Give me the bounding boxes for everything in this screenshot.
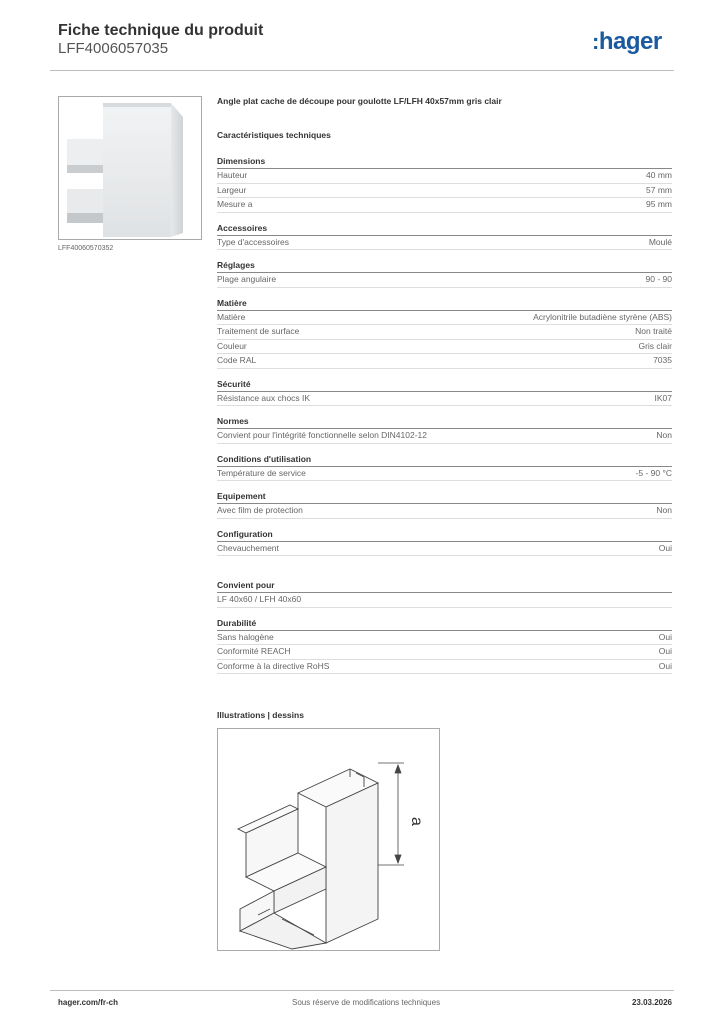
spec-label: Convient pour l'intégrité fonctionnelle selon DIN4102-12	[217, 430, 428, 440]
dimension-label: a	[408, 817, 425, 826]
spec-group-equipement	[217, 491, 672, 519]
spec-label: Plage angulaire	[217, 274, 277, 284]
spec-group-durabilite	[217, 618, 672, 675]
spec-group-matiere	[217, 298, 672, 369]
spec-value: 7035	[653, 355, 672, 365]
spec-value: Gris clair	[638, 340, 672, 351]
spec-value: IK07	[654, 392, 672, 403]
group-title: Sécurité	[217, 379, 672, 392]
spec-label: Code RAL	[217, 355, 257, 365]
group-title: Accessoires	[217, 223, 672, 236]
spec-group-accessoires	[217, 223, 672, 251]
illustrations-title: Illustrations | dessins	[217, 710, 304, 720]
hager-logo: :hager	[592, 28, 662, 55]
spacer	[217, 566, 672, 580]
header-divider	[50, 70, 674, 71]
spec-value: 40 mm	[646, 170, 672, 180]
spec-label: Mesure a	[217, 199, 253, 209]
spec-row	[217, 467, 672, 482]
spec-value: Non	[656, 430, 672, 440]
spec-label: Couleur	[217, 340, 247, 351]
spec-label: Largeur	[217, 184, 247, 195]
spec-row	[217, 392, 672, 407]
spec-row	[217, 340, 672, 355]
spec-label: LF 40x60 / LFH 40x60	[217, 594, 302, 604]
group-title: Dimensions	[217, 156, 672, 169]
spec-row	[217, 184, 672, 199]
technical-drawing-image	[218, 729, 439, 950]
spec-row	[217, 504, 672, 519]
group-title: Durabilité	[217, 618, 672, 631]
spec-value: Moulé	[648, 236, 672, 247]
spec-row	[217, 593, 672, 608]
product-photo	[58, 96, 202, 240]
group-title: Matière	[217, 298, 672, 311]
spec-label: Conformité REACH	[217, 646, 291, 656]
spec-row	[217, 429, 672, 444]
spec-label: Type d'accessoires	[217, 236, 290, 247]
spec-value: 95 mm	[646, 199, 672, 209]
spec-group-configuration	[217, 529, 672, 557]
spec-value: -5 - 90 °C	[635, 467, 672, 478]
spec-group-convient-pour	[217, 580, 672, 608]
spec-value: 90 - 90	[645, 274, 672, 284]
footer-website-link[interactable]: hager.com/fr-ch	[58, 998, 119, 1007]
group-title: Convient pour	[217, 580, 672, 593]
spec-label: Traitement de surface	[217, 326, 300, 336]
product-reference: LFF4006057035	[58, 40, 169, 57]
spec-group-dimensions	[217, 156, 672, 213]
specifications	[217, 96, 672, 684]
spec-label: Matière	[217, 311, 246, 322]
spec-row	[217, 660, 672, 675]
spec-row	[217, 198, 672, 213]
spec-group-reglages	[217, 260, 672, 288]
spec-row	[217, 354, 672, 369]
spec-value: Oui	[658, 646, 672, 656]
technical-drawing	[217, 728, 440, 951]
spec-value: Oui	[658, 542, 672, 553]
spec-row	[217, 631, 672, 646]
spec-group-securite	[217, 379, 672, 407]
spec-row	[217, 325, 672, 340]
spec-label: Sans halogène	[217, 631, 274, 642]
photo-caption: LFF40060570352	[58, 245, 114, 252]
spec-group-normes	[217, 416, 672, 444]
spec-row	[217, 169, 672, 184]
spec-group-conditions	[217, 454, 672, 482]
spec-label: Chevauchement	[217, 542, 279, 553]
group-title: Normes	[217, 416, 672, 429]
footer-disclaimer: Sous réserve de modifications techniques	[292, 998, 441, 1007]
footer-divider	[50, 990, 674, 991]
spec-row	[217, 311, 672, 326]
spec-label: Avec film de protection	[217, 505, 303, 515]
spec-value: Non	[656, 505, 672, 515]
spec-row	[217, 645, 672, 660]
spec-value: 57 mm	[646, 184, 672, 195]
spec-value: Oui	[658, 631, 672, 642]
spec-label: Résistance aux chocs IK	[217, 392, 311, 403]
spec-row	[217, 542, 672, 557]
spec-value: Acrylonitrile butadiène styrène (ABS)	[533, 311, 672, 322]
group-title: Conditions d'utilisation	[217, 454, 672, 467]
spec-value: Non traité	[635, 326, 672, 336]
spec-row	[217, 236, 672, 251]
spec-label: Hauteur	[217, 170, 248, 180]
page-title: Fiche technique du produit	[58, 22, 264, 39]
group-title: Configuration	[217, 529, 672, 542]
section-title: Caractéristiques techniques	[217, 130, 331, 140]
footer-date: 23.03.2026	[631, 998, 672, 1007]
product-photo-image	[59, 97, 202, 240]
spec-label: Température de service	[217, 467, 306, 478]
spec-row	[217, 273, 672, 288]
spec-value: Oui	[658, 660, 672, 671]
spec-label: Conforme à la directive RoHS	[217, 660, 330, 671]
group-title: Equipement	[217, 491, 672, 504]
group-title: Réglages	[217, 260, 672, 273]
product-title: Angle plat cache de découpe pour goulotte LF/LFH 40x57mm gris clair	[217, 96, 502, 106]
